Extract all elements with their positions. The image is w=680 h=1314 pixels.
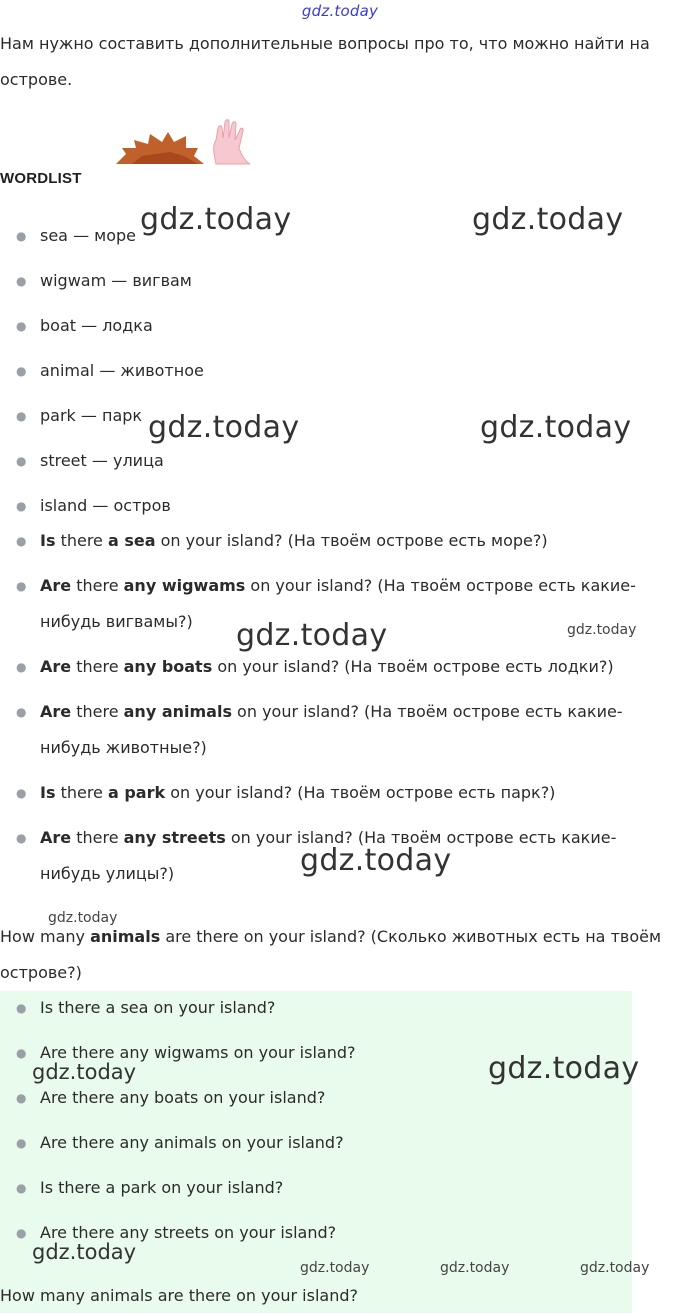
bullet-icon: ● [16, 1001, 27, 1015]
question-item: ● Are there any boats on your island? (На твоём острове есть лодки?) [0, 649, 675, 685]
bullet-icon: ● [16, 409, 27, 423]
list-item: ● sea — море [0, 218, 675, 254]
watermark: gdz.today [148, 410, 300, 445]
wordlist-heading: WORDLIST [0, 170, 82, 187]
watermark: gdz.today [48, 910, 118, 926]
watermark: gdz.today [32, 1240, 137, 1264]
answer-item: ● Are there any wigwams on your island? [0, 1035, 675, 1071]
list-item: ● wigwam — вигвам [0, 263, 675, 299]
question-item: ● Are there any animals on your island? (На твоём острове есть какие-нибудь животные?) [0, 694, 675, 766]
bullet-icon: ● [16, 499, 27, 513]
bullet-icon: ● [16, 1091, 27, 1105]
bullet-icon: ● [16, 831, 27, 845]
watermark: gdz.today [480, 410, 632, 445]
list-item: ● animal — животное [0, 353, 675, 389]
list-item: ● street — улица [0, 443, 675, 479]
bullet-icon: ● [16, 229, 27, 243]
bullet-icon: ● [16, 1046, 27, 1060]
list-item: ● boat — лодка [0, 308, 675, 344]
bullet-icon: ● [16, 660, 27, 674]
hedgehog-hand-illustration [112, 118, 262, 166]
bullet-icon: ● [16, 579, 27, 593]
watermark: gdz.today [300, 1260, 370, 1276]
watermark: gdz.today [300, 843, 452, 878]
watermark: gdz.today [488, 1051, 640, 1086]
answer-item: ● Are there any streets on your island? [0, 1215, 675, 1251]
question-item: ● Is there a sea on your island? (На твоём острове есть море?) [0, 523, 675, 559]
bullet-icon: ● [16, 705, 27, 719]
question-item: ● Are there any wigwams on your island? (На твоём острове есть какие-нибудь вигвамы?) [0, 568, 675, 640]
watermark: gdz.today [567, 622, 637, 638]
bullet-icon: ● [16, 786, 27, 800]
watermark: gdz.today [140, 202, 292, 237]
watermark: gdz.today [440, 1260, 510, 1276]
watermark: gdz.today [580, 1260, 650, 1276]
list-item: ● park — парк [0, 398, 675, 434]
question-item: ● Are there any streets on your island? (На твоём острове есть какие-нибудь улицы?) [0, 820, 675, 892]
answer-item: ● Are there any boats on your island? [0, 1080, 675, 1116]
bullet-icon: ● [16, 364, 27, 378]
answer-item: ● Is there a sea on your island? [0, 990, 675, 1026]
watermark: gdz.today [236, 618, 388, 653]
answer-final: How many animals are there on your island? [0, 1286, 358, 1305]
question-item: ● Is there a park on your island? (На твоём острове есть парк?) [0, 775, 675, 811]
bullet-icon: ● [16, 319, 27, 333]
bullet-icon: ● [16, 454, 27, 468]
list-item: ● island — остров [0, 488, 675, 524]
intro-paragraph: Нам нужно составить дополнительные вопросы про то, что можно найти на острове. [0, 34, 650, 89]
bullet-icon: ● [16, 1136, 27, 1150]
bullet-icon: ● [16, 274, 27, 288]
bullet-icon: ● [16, 534, 27, 548]
answer-item: ● Are there any animals on your island? [0, 1125, 675, 1161]
watermark: gdz.today [472, 202, 624, 237]
watermark: gdz.today [32, 1060, 137, 1084]
how-many-paragraph: How many animals are there on your island? (Сколько животных есть на твоём острове?) [0, 927, 662, 982]
bullet-icon: ● [16, 1181, 27, 1195]
top-watermark: gdz.today [301, 2, 379, 20]
bullet-icon: ● [16, 1226, 27, 1240]
answer-item: ● Is there a park on your island? [0, 1170, 675, 1206]
